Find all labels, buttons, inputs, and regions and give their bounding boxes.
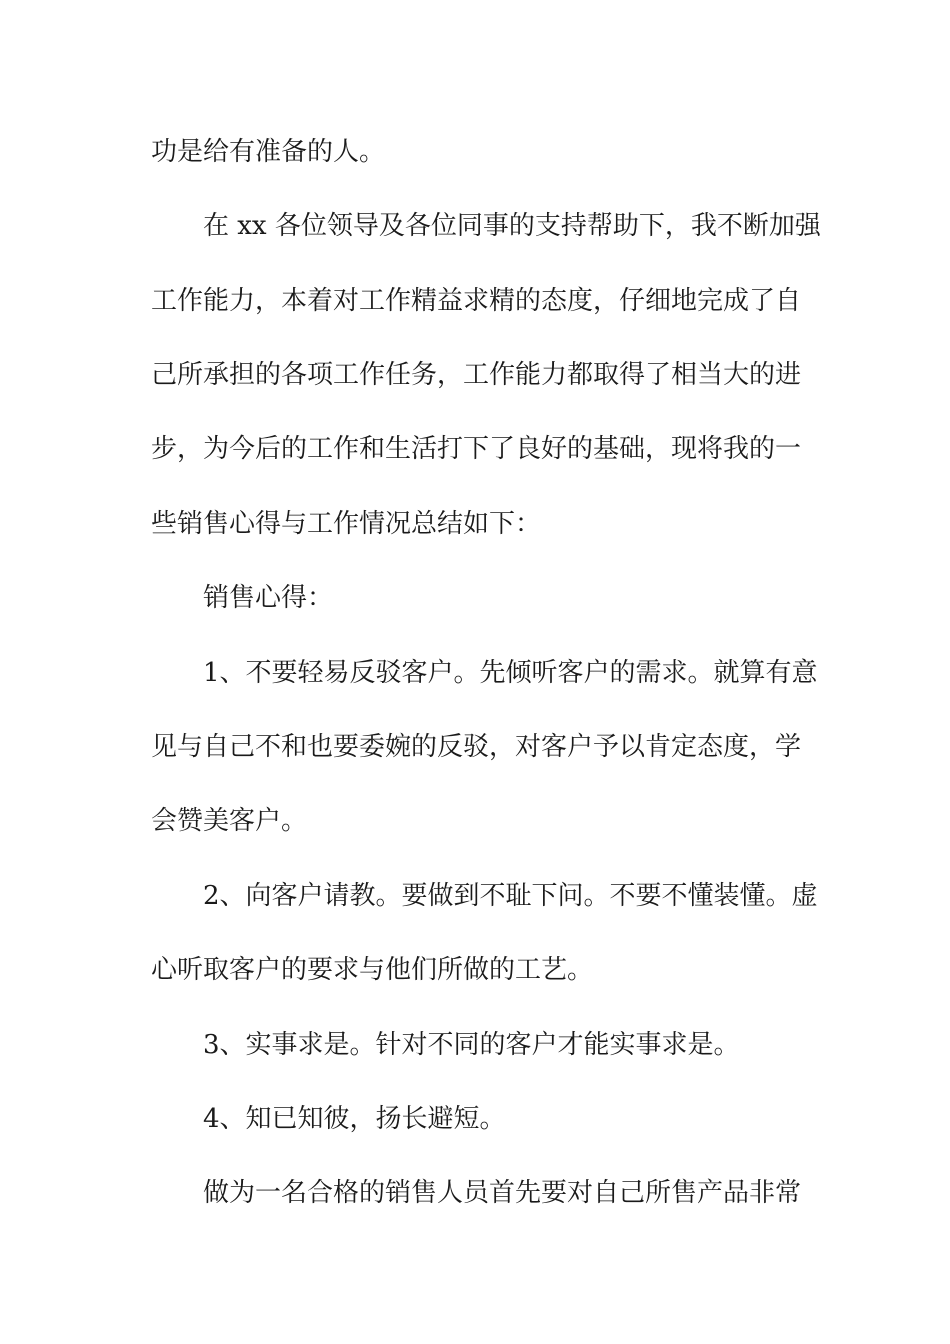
paragraph-line: 些销售心得与工作情况总结如下：	[151, 509, 542, 539]
paragraph-line: 在 xx 各位领导及各位同事的支持帮助下，我不断加强	[203, 211, 821, 241]
paragraph-line: 见与自己不和也要委婉的反驳，对客户予以肯定态度，学	[151, 732, 802, 762]
paragraph-line: 己所承担的各项工作任务，工作能力都取得了相当大的进	[151, 360, 802, 390]
paragraph-line: 1、不要轻易反驳客户。先倾听客户的需求。就算有意	[203, 658, 818, 688]
section-heading: 销售心得：	[203, 583, 334, 613]
paragraph-line: 功是给有准备的人。	[151, 137, 386, 167]
paragraph-line: 工作能力，本着对工作精益求精的态度，仔细地完成了自	[151, 286, 802, 316]
paragraph-line: 做为一名合格的销售人员首先要对自己所售产品非常	[203, 1178, 802, 1208]
paragraph-line: 心听取客户的要求与他们所做的工艺。	[151, 955, 594, 985]
paragraph-line: 步，为今后的工作和生活打下了良好的基础，现将我的一	[151, 434, 802, 464]
paragraph-line: 4、知已知彼，扬长避短。	[203, 1104, 506, 1134]
paragraph-line: 3、实事求是。针对不同的客户才能实事求是。	[203, 1030, 740, 1060]
paragraph-line: 会赞美客户。	[151, 806, 308, 836]
paragraph-line: 2、向客户请教。要做到不耻下问。不要不懂装懂。虚	[203, 881, 818, 911]
